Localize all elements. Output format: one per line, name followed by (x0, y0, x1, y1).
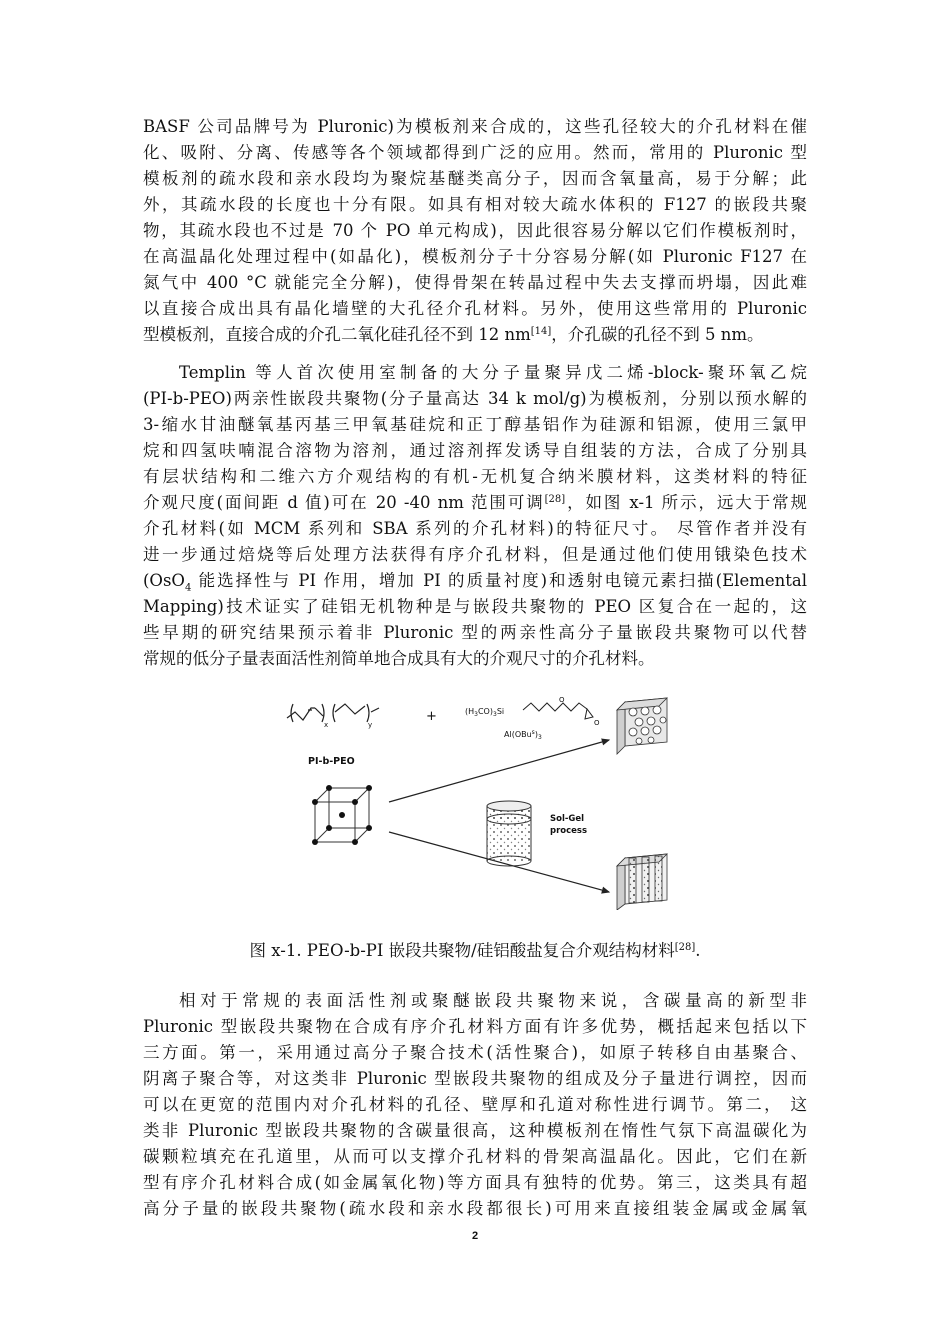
paragraph-2 (143, 360, 807, 672)
epoxide-oxygen-label: O (594, 719, 600, 727)
caption-text: 图 x-1. PEO-b-PI 嵌段共聚物/硅铝酸盐复合介观结构材料 (249, 941, 675, 960)
text-line: 有层状结构和二维六方介观结构的有机-无机复合纳米膜材料，这类材料的特征 (143, 467, 807, 486)
text-run: (OsO (143, 571, 185, 590)
text-line: 可以在更宽的范围内对介孔材料的孔径、壁厚和孔道对称性进行调节。第二， 这 (143, 1095, 807, 1114)
figure-x1 (275, 690, 675, 910)
subscript-y: y (368, 721, 373, 729)
paragraph-1 (143, 114, 807, 348)
text-run: 型模板剂，直接合成的介孔二氧化硅孔径不到 12 nm (143, 325, 531, 344)
reagent-2-text: Al(OBu (504, 730, 532, 739)
text-line: 碳颗粒填充在孔道里，从而可以支撑介孔材料的骨架高温晶化。因此，它们在新 (143, 1147, 807, 1166)
text-line: 相对于常规的表面活性剂或聚醚嵌段共聚物来说，含碳量高的新型非 (179, 991, 807, 1010)
paragraph-3 (143, 988, 807, 1222)
text-line: 烷和四氢呋喃混合溶物为溶剂，通过溶剂挥发诱导自组装的方法，合成了分别具 (143, 441, 807, 460)
oxygen-label: O (559, 696, 565, 704)
polymer-structure (287, 704, 379, 722)
text-line: 高分子量的嵌段共聚物(疏水段和亲水段都很长)可用来直接组装金属或金属氧 (143, 1199, 807, 1218)
text-line: Templin 等人首次使用室制备的大分子量聚异戊二烯-block-聚环氧乙烷 (179, 363, 807, 382)
text-line: 模板剂的疏水段和亲水段均为聚烷基醚类高分子，因而含氧量高，易于分解；此 (143, 169, 807, 188)
hexagonal-mesostructure (617, 698, 667, 754)
caption-end: . (695, 941, 701, 960)
reagent-1-sub: 3 (474, 711, 478, 718)
text-line: Pluronic 型嵌段共聚物在合成有序介孔材料方面有许多优势，概括起来包括以下 (143, 1017, 807, 1036)
text-run: 能选择性与 PI 作用，增加 PI 的质量衬度)和透射电镜元素扫描(Elemental (191, 571, 807, 590)
text-line: BASF 公司品牌号为 Pluronic)为模板剂来合成的，这些孔径较大的介孔材料在催 (143, 117, 807, 136)
figure-caption (143, 938, 807, 964)
subscript-x: x (324, 721, 329, 729)
reagent-1-text: Si (496, 707, 505, 716)
text-line: 以直接合成出具有晶化墙壁的大孔径介孔材料。另外，使用这些常用的 Pluronic (143, 299, 807, 318)
text-line: 进一步通过焙烧等后处理方法获得有序介孔材料，但是通过他们使用锇染色技术 (143, 545, 807, 564)
text-run: ，如图 x-1 所示，远大于常规 (565, 493, 808, 512)
text-line: 外，其疏水段的长度也十分有限。如具有相对较大疏水体积的 F127 的嵌段共聚 (143, 195, 807, 214)
reagent-2-text: ) (534, 730, 538, 739)
plus-sign: + (426, 709, 437, 724)
citation-ref: [14] (530, 326, 552, 337)
text-line: 在高温晶化处理过程中(如晶化)，模板剂分子十分容易分解(如 Pluronic F127 在 (143, 247, 807, 266)
reagent-1-chain (523, 703, 593, 719)
reagent-1-text: (H (465, 707, 475, 716)
text-line: 型有序介孔材料合成(如金属氧化物)等方面具有独特的优势。第三，这类具有超 (143, 1173, 807, 1192)
process-label-2: process (550, 826, 588, 836)
figure-diagram (275, 690, 675, 910)
process-label-1: Sol-Gel (550, 814, 585, 824)
reagent-2-sup: s (531, 729, 535, 736)
text-line: 些早期的研究结果预示着非 Pluronic 型的两亲性高分子量嵌段共聚物可以代替 (143, 623, 807, 642)
citation-ref: [28] (544, 494, 566, 505)
text-line: 氮气中 400 °C 就能完全分解)，使得骨架在转晶过程中失去支撑而坍塌，因此难 (143, 273, 807, 292)
text-run: ，介孔碳的孔径不到 5 nm。 (551, 325, 764, 344)
text-line: 三方面。第一，采用通过高分子聚合技术(活性聚合)，如原子转移自由基聚合、 (143, 1043, 807, 1062)
reagent-1 (465, 707, 504, 718)
page-number: 2 (471, 1230, 479, 1242)
citation-ref: [28] (674, 942, 696, 953)
beaker-icon (487, 801, 531, 866)
text-line: 介孔材料(如 MCM 系列和 SBA 系列的介孔材料)的特征尺寸。 尽管作者并没有 (143, 519, 807, 538)
reagent-1-text: CO) (477, 707, 493, 716)
text-line: 3-缩水甘油醚氧基丙基三甲氧基硅烷和正丁醇基铝作为硅源和铝源，使用三氯甲 (143, 415, 807, 434)
text-line: 类非 Pluronic 型嵌段共聚物的含碳量很高，这种模板剂在惰性气氛下高温碳化为 (143, 1121, 807, 1140)
text-line (143, 568, 807, 594)
text-line: 化、吸附、分离、传感等各个领域都得到广泛的应用。然而，常用的 Pluronic 型 (143, 143, 807, 162)
text-run: 介观尺度(面间距 d 值)可在 20 -40 nm 范围可调 (143, 493, 545, 512)
lamellar-mesostructure (617, 854, 667, 910)
reagent-2 (504, 729, 542, 741)
text-line: 阴离子聚合等，对这类非 Pluronic 型嵌段共聚物的组成及分子量进行调控，因而 (143, 1069, 807, 1088)
text-line: (PI-b-PEO)两亲性嵌段共聚物(分子量高达 34 k mol/g)为模板剂，分别以预水解的 (143, 389, 807, 408)
reagent-2-sub: 3 (537, 734, 542, 741)
text-line: 物，其疏水段也不过是 70 个 PO 单元构成)，因此很容易分解以它们作模板剂时， (143, 221, 807, 240)
text-line: 常规的低分子量表面活性剂简单地合成具有大的介观尺寸的介孔材料。 (143, 649, 655, 668)
polymer-label: PI-b-PEO (308, 756, 355, 767)
text-line (143, 322, 807, 348)
reagent-1-sub: 3 (492, 711, 497, 718)
text-line: Mapping)技术证实了硅铝无机物种是与嵌段共聚物的 PEO 区复合在一起的，这 (143, 597, 807, 616)
text-line (143, 490, 807, 516)
subscript: 4 (184, 582, 192, 594)
